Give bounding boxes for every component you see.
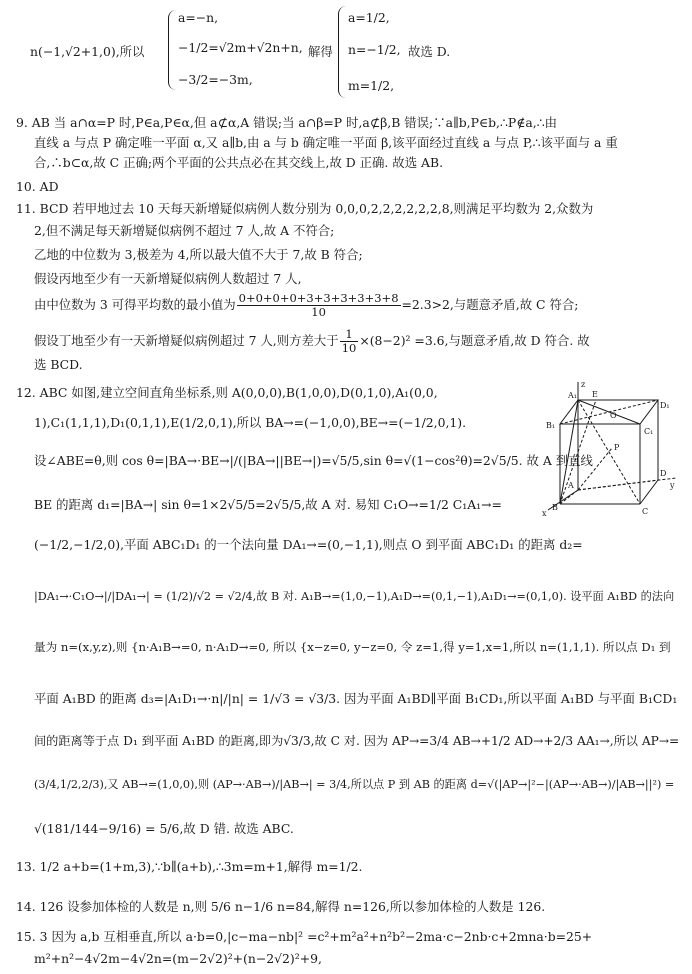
edge-CD: [640, 480, 658, 504]
top-res2: n=−1/2,: [348, 42, 401, 57]
label-y: y: [670, 481, 675, 490]
diag-A1C: [578, 400, 640, 504]
top-lead: n(−1,√2+1,0),所以: [30, 44, 145, 59]
q9-line2: 直线 a 与点 P 确定唯一平面 α,又 a∥b,由 a 与 b 确定唯一平面 β,该平面经过直线 a 与点 P,∴该平面与 a 重: [34, 135, 618, 150]
label-C1: C₁: [644, 427, 654, 436]
left-brace: [168, 10, 177, 90]
q11-line6-b: ×(8−2)² =3.6,与题意矛盾,故 D 符合. 故: [359, 333, 590, 348]
q15-line1: 15. 3 因为 a,b 互相垂直,所以 a·b=0,|c−ma−nb|² =c²+m²a²+n²b²−2ma·c−2nb·c+2mna·b=25+: [16, 929, 593, 944]
label-z: z: [581, 380, 586, 389]
label-B: B: [552, 503, 558, 512]
q9-line1: 9. AB 当 a∩α=P 时,P∈a,P∈α,但 a⊄α,A 错误;当 a∩β=P 时,a⊄β,B 错误;∵a∥b,P∈b,∴P∉a,∴由: [16, 115, 557, 130]
q11-line4: 假设丙地至少有一天新增疑似病例人数超过 7 人,: [34, 271, 302, 286]
label-D1: D₁: [660, 401, 670, 410]
line-AP: [578, 448, 612, 490]
q11-line6-a: 假设丁地至少有一天新增疑似病例超过 7 人,则方差大于: [34, 333, 339, 348]
q11-line2: 2,但不满足每天新增疑似病例不超过 7 人,故 A 不符合;: [34, 223, 335, 238]
q12-line11: √(181/144−9/16) = 5/6,故 D 错. 故选 ABC.: [34, 821, 294, 836]
q12-line10: (3/4,1/2,2/3),又 AB→=(1,0,0),则 (AP→·AB→)/|AB→| = 3/4,所以点 P 到 AB 的距离 d=√(|AP→|²−|(AP→·AB→)/|AB→||²) =: [34, 778, 675, 791]
top-eq1: a=−n,: [178, 10, 219, 25]
q12-line1: 12. ABC 如图,建立空间直角坐标系,则 A(0,0,0),B(1,0,0),D(0,1,0),A₁(0,0,: [16, 385, 438, 400]
top-tail: 故选 D.: [408, 44, 451, 59]
q11-line5-b: =2.3>2,与题意矛盾,故 C 符合;: [401, 297, 579, 312]
cube-figure: [540, 378, 680, 518]
top-mid: 解得: [308, 44, 333, 59]
q12-line9: 间的距离等于点 D₁ 到平面 A₁BD 的距离,即为√3/3,故 C 对. 因为 AP→=3/4 AB→+1/2 AD→+2/3 AA₁→,所以 AP→=: [34, 734, 680, 748]
q10-answer: 10. AD: [16, 179, 59, 194]
label-E: E: [592, 390, 598, 399]
q13-line: 13. 1/2 a+b=(1+m,3),∵b∥(a+b),∴3m=m+1,解得 m=1/2.: [16, 859, 363, 874]
edge-AD: [578, 480, 658, 490]
q12-line5: (−1/2,−1/2,0),平面 ABC₁D₁ 的一个法向量 DA₁→=(0,−1,1),则点 O 到平面 ABC₁D₁ 的距离 d₂=: [34, 537, 583, 552]
label-A: A: [568, 481, 574, 490]
q12-line6: |DA₁→·C₁O→|/|DA₁→| = (1/2)/√2 = √2/4,故 B 对. A₁B→=(1,0,−1),A₁D→=(0,1,−1),A₁D₁→=(0,1,0). 设平面 A₁BD 的法向: [34, 590, 675, 603]
q11-line7: 选 BCD.: [34, 357, 83, 372]
label-x: x: [542, 509, 547, 518]
top-eq2: −1/2=√2m+√2n+n,: [178, 40, 303, 55]
q11-tenth-fraction: $\frac{1}{10}$: [341, 327, 357, 355]
q11-mean-fraction: [237, 292, 401, 319]
label-B1: B₁: [546, 421, 556, 430]
top-eq3: −3/2=−3m,: [178, 72, 253, 87]
q11-line3: 乙地的中位数为 3,极差为 4,所以最大值不大于 7,故 B 符合;: [34, 247, 363, 262]
diag-A1C1: [578, 400, 640, 424]
q11-line1: 11. BCD 若甲地过去 10 天每天新增疑似病例人数分别为 0,0,0,2,2,2,2,2,2,8,则满足平均数为 2,众数为: [16, 201, 594, 216]
q12-line8: 平面 A₁BD 的距离 d₃=|A₁D₁→·n|/|n| = 1/√3 = √3/3. 因为平面 A₁BD∥平面 B₁CD₁,所以平面 A₁BD 与平面 B₁CD₁: [34, 691, 678, 706]
q14-line: 14. 126 设参加体检的人数是 n,则 5/6 n−1/6 n=84,解得 n=126,所以参加体检的人数是 126.: [16, 899, 546, 914]
q11-line5-a: 由中位数为 3 可得平均数的最小值为: [34, 297, 236, 312]
q11-line5: [34, 292, 678, 319]
q11-mean-denominator: 10: [311, 305, 326, 319]
label-O: O: [610, 411, 617, 420]
q12-line2: 1),C₁(1,1,1),D₁(0,1,1),E(1/2,0,1),所以 BA→=(−1,0,0),BE→=(−1/2,0,1).: [34, 415, 467, 430]
q9-line3: 合,∴b⊂α,故 C 正确;两个平面的公共点必在其交线上,故 D 正确. 故选 AB.: [34, 155, 444, 170]
label-P: P: [614, 443, 620, 452]
q12-line7: 量为 n=(x,y,z),则 {n·A₁B→=0, n·A₁D→=0, 所以 {x−z=0, y−z=0, 令 z=1,得 y=1,x=1,所以 n=(1,1,1). 所以点 D₁ 到: [34, 640, 671, 654]
q12-line4: BE 的距离 d₁=|BA→| sin θ=1×2√5/5=2√5/5,故 A 对. 易知 C₁O→=1/2 C₁A₁→=: [34, 497, 502, 512]
top-res3: m=1/2,: [348, 78, 395, 93]
q11-mean-numerator: 0+0+0+0+3+3+3+3+3+8: [238, 291, 399, 305]
label-C: C: [642, 507, 649, 516]
right-brace: [338, 6, 347, 98]
label-D: D: [660, 469, 667, 478]
q11-line6: [34, 328, 678, 355]
q15-line2: m²+n²−4√2m−4√2n=(m−2√2)²+(n−2√2)²+9,: [34, 951, 322, 966]
top-res1: a=1/2,: [348, 10, 390, 25]
label-A1: A₁: [568, 391, 577, 400]
y-axis: [578, 478, 676, 490]
q12-line3: 设∠ABE=θ,则 cos θ=|BA→·BE→|/(|BA→||BE→|)=√5/5,sin θ=√(1−cos²θ)=2√5/5. 故 A 到直线: [34, 453, 593, 468]
